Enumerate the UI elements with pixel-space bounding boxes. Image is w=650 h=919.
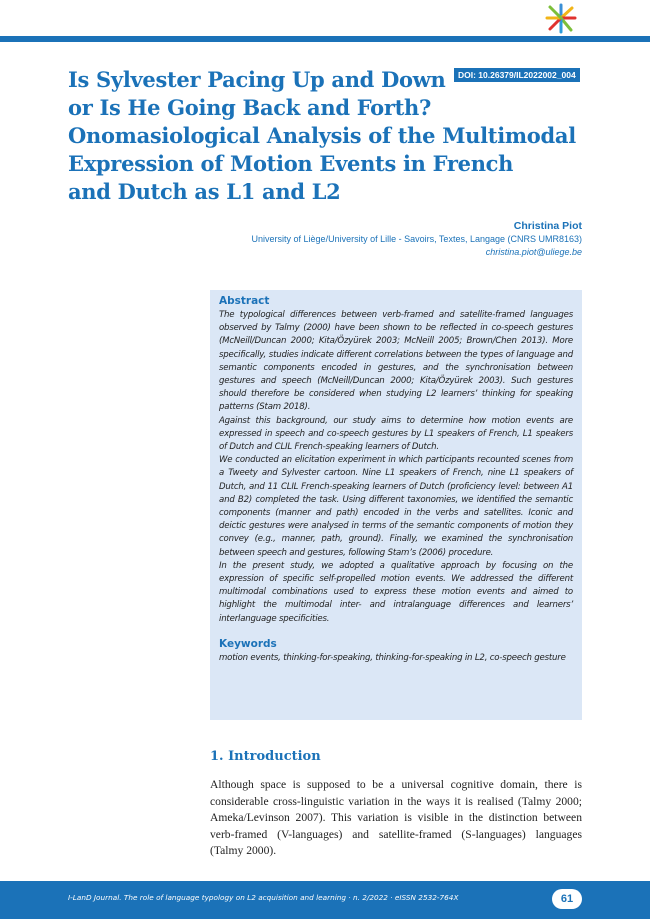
keywords-heading: Keywords: [219, 637, 277, 650]
title-line: or Is He Going Back and Forth?: [68, 95, 432, 120]
title-line: and Dutch as L1 and L2: [68, 179, 341, 204]
author-email[interactable]: christina.piot@uliege.be: [485, 247, 582, 257]
footer-bar: [0, 881, 650, 919]
title-line: Expression of Motion Events in French: [68, 151, 514, 176]
author-name: Christina Piot: [513, 220, 582, 232]
journal-logo-icon: [544, 2, 578, 34]
section-heading: 1. Introduction: [210, 749, 321, 764]
page-number: 61: [552, 889, 582, 909]
author-block: [252, 219, 582, 259]
header-bar: [0, 36, 650, 42]
footer-journal: I-LanD Journal. The role of language typology on L2 acquisition and learning · n. 2/2022 · eISSN 2532-764X: [68, 893, 459, 902]
doi-badge[interactable]: DOI: 10.26379/IL2022002_004: [454, 68, 580, 82]
keywords-text: motion events, thinking-for-speaking, thinking-for-speaking in L2, co-speech gesture: [219, 652, 566, 663]
article-title: [68, 66, 588, 206]
abstract-paragraph: The typological differences between verb-framed and satellite-framed languages observed by Talmy (2000) have been shown to be reflected in co-speech gestures (McNeill/Duncan 2000; Kita/Özyürek 2003; McNeill 2005; Brown/Chen 2013). More specifically, studies indicate different correlations between the types of language and semantic components encoded in gestures, and the synchronisation between gestures and speech (McNeill/Duncan 2000; Kita/Özyürek 2003). Such gestures should therefore be considered when studying L2 learners’ thinking for speaking patterns (Stam 2018).: [219, 310, 573, 413]
title-line: Onomasiological Analysis of the Multimodal: [68, 123, 576, 148]
intro-paragraph: Although space is supposed to be a universal cognitive domain, there is considerable cross-linguistic variation in the ways it is realised (Talmy 2000; Ameka/Levinson 2007). This variation is visible in the distinction between verb-framed (V-languages) and satellite-framed (S-languages) languages (Talmy 2000).: [210, 778, 582, 858]
author-affiliation: University of Liège/University of Lille - Savoirs, Textes, Langage (CNRS UMR8163): [251, 234, 582, 244]
abstract-paragraph: We conducted an elicitation experiment in which participants recounted scenes from a Tweety and Sylvester cartoon. Nine L1 speakers of French, nine L1 speakers of Dutch, and 11 CLIL French-speaking learners of Dutch (proficiency level: between A1 and B2) completed the task. Using different taxonomies, we identified the semantic components (manner and path) encoded in the verbs and satellites. Iconic and deictic gestures were analysed in terms of the semantic components of motion they convey (e.g., manner, path, ground). Finally, we examined the synchronisation between speech and gestures, following Stam’s (2006) procedure.: [219, 455, 573, 558]
title-line: Is Sylvester Pacing Up and Down: [68, 67, 446, 92]
abstract-box: [210, 290, 582, 720]
abstract-paragraph: In the present study, we adopted a qualitative approach by focusing on the expression of specific self-propelled motion events. We addressed the different multimodal combinations used to express these motion events and aimed to highlight the multimodal inter- and intralanguage differences and learners’ interlanguage specificities.: [219, 560, 573, 624]
abstract-heading: Abstract: [219, 295, 270, 307]
abstract-paragraph: Against this background, our study aims to determine how motion events are expressed in speech and co-speech gestures by L1 speakers of French, L1 speakers of Dutch and CLIL French-speaking learners of Dutch.: [219, 415, 573, 453]
